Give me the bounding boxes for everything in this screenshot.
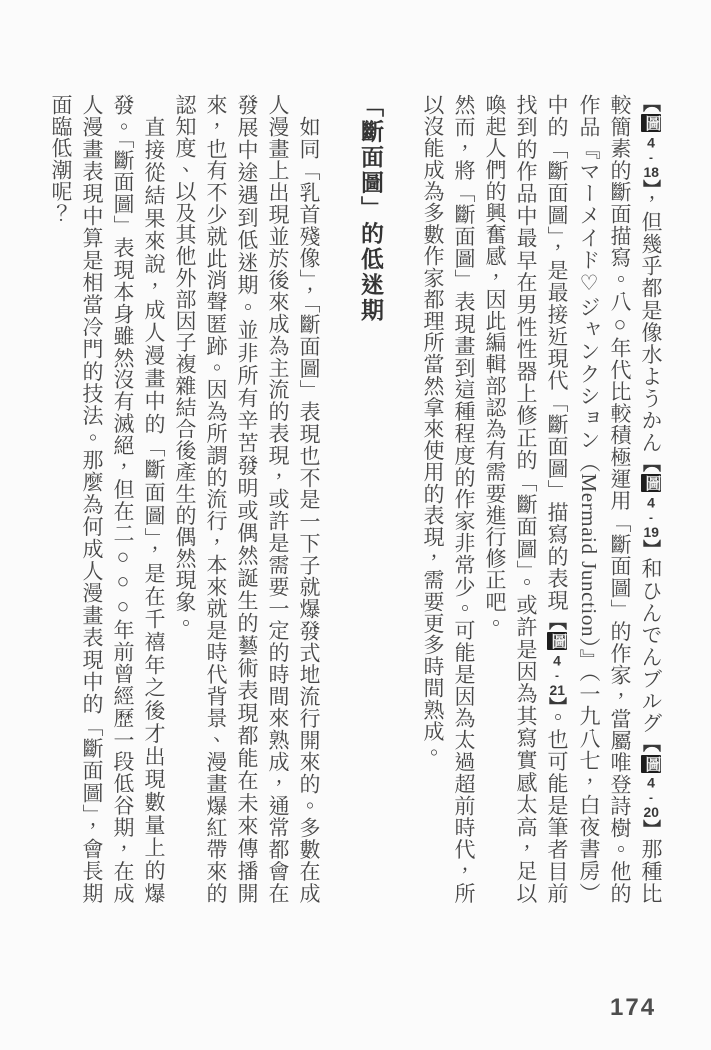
figure-glyph-icon: 圖 (643, 115, 660, 132)
figref-chapter-number: 4 (643, 774, 659, 791)
page-number: 174 (610, 994, 657, 1021)
figref-chapter-number: 4 (643, 134, 659, 151)
figure-reference (640, 454, 663, 558)
section-heading: 「斷面圖」的低迷期 (358, 94, 383, 324)
figref-close-bracket: 】 (641, 179, 661, 189)
paragraph-millennium-boom: 直接從結果來說，成人漫畫中的「斷面圖」，是在千禧年之後才出現數量上的爆發。「斷面圖」表現本身雖然沒有滅絕，但在二○○○年前曾經歷一段低谷期，在成人漫畫表現中算是相當冷門的技法。那麼為何成人漫畫表現中的「斷面圖」，會長期面臨低潮呢？ (49, 94, 166, 904)
figure-glyph-icon: 圖 (549, 633, 566, 650)
figref-figure-number: 20 (643, 805, 659, 820)
figure-reference (640, 94, 663, 189)
figref-close-bracket: 】 (547, 696, 567, 707)
figref-close-bracket: 】 (641, 539, 661, 558)
figref-close-bracket: 】 (641, 819, 661, 839)
figref-chapter-number: 4 (643, 494, 659, 511)
figref-open-bracket: 【 (547, 611, 567, 631)
figref-chapter-number: 4 (549, 652, 565, 669)
figure-reference (640, 734, 663, 838)
figref-figure-number: 18 (643, 164, 659, 179)
figure-glyph-icon: 圖 (643, 475, 660, 492)
paragraph-simple-cross-sections: 【圖4-18】，但幾乎都是像水ようかん【圖4-19】和ひんでんブルグ【圖4-20】那種比較簡素的斷面描寫。八○年代比較積極運用「斷面圖」的作家，當屬唯登詩樹。他的作品『マーメイド♡ジャンクション（Mermaid Junction）』（一九八七，白夜書房）中的「斷面圖」，是最接近現代「斷面圖」描寫的表現【圖4-21】。也可能是筆者目前找到的作品中最早在男性性器上修正的「斷面圖」。或許是因為其寫實感太高，足以喚起人們的興奮感，因此編輯部認為有需要進行修正吧。 (483, 94, 663, 905)
figref-figure-number: 19 (643, 524, 659, 539)
paragraph-few-artists: 然而，將「斷面圖」表現畫到這種程度的作家非常少。可能是因為太過超前時代，所以沒能成為多數作家都理所當然拿來使用的表現，需要更多時間熟成。 (421, 94, 476, 904)
figref-dash: - (644, 510, 658, 525)
figref-dash: - (550, 668, 564, 683)
figure-reference (546, 612, 569, 707)
figure-glyph-icon: 圖 (643, 755, 660, 772)
figref-dash: - (644, 150, 658, 165)
paragraph-slow-spread: 如同「乳首殘像」，「斷面圖」表現也不是一下子就爆發式地流行開來的。多數在成人漫畫上出現並於後來成為主流的表現，或許是需要一定的時間來熟成，通常都會在發展中途遇到低迷期。並非所有辛苦發明或偶然誕生的藝術表現都能在未來傳播開來，也有不少就此消聲匿跡。因為所謂的流行，本來就是時代背景、漫畫爆紅帶來的認知度、以及其他外部因子複雜結合後產生的偶然現象。 (173, 94, 321, 904)
figref-dash: - (644, 790, 658, 805)
text-flow (45, 94, 667, 904)
figref-open-bracket: 【 (641, 453, 661, 473)
figref-figure-number: 21 (549, 682, 565, 697)
figref-open-bracket: 【 (641, 94, 661, 113)
figref-open-bracket: 【 (641, 734, 661, 753)
